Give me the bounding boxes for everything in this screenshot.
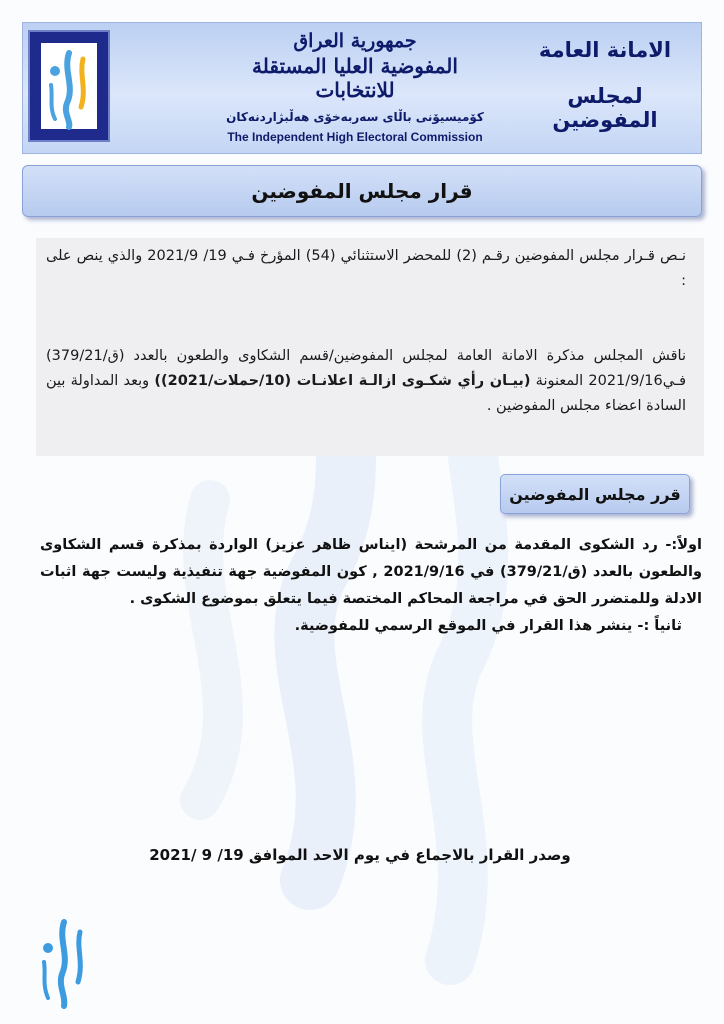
intro-paragraph-2-end: وبعد المداولة بين السادة اعضاء مجلس المفوضين . [46,373,686,414]
secretariat-line-1: الامانة العامة [538,38,672,62]
secretariat-line-2: لمجلس المفوضين [552,84,658,132]
decision-heading-banner [500,474,690,514]
commission-country-title: جمهورية العراق [293,30,417,52]
decision-heading: قرر مجلس المفوضين [509,484,681,504]
intro-paragraph-1: نـص قـرار مجلس المفوضين رقـم (2) للمحضر الاستثنائي (54) المؤرخ فـي 19/ 2021/9 والذي ينص على : [46,248,686,289]
decision-title: قرار مجلس المفوضين [251,179,473,203]
decision-item-second: ثانياً :- ينشر هذا القرار في الموقع الرسمي للمفوضية. [294,618,682,634]
decision-title-banner [22,165,702,217]
commission-logo [28,30,110,142]
commission-name-kurdish: کۆمیسیۆنی باڵای سەربەخۆی هەڵبژاردنەکان [226,110,484,124]
commission-logo-icon [39,41,99,131]
intro-paragraph-2-start: ناقش المجلس مذكرة الامانة العامة لمجلس المفوضين/قسم الشكاوى والطعون بالعدد (ق/379/21) فـي2021/9/16 المعنونة [46,348,686,389]
commission-title-block [210,28,500,150]
corner-logo-icon [36,912,94,1012]
intro-paragraph-2 [46,344,686,419]
intro-paragraph-2-subject: (بيـان رأي شكـوى ازالـة اعلانـات (10/حملات/2021)) [154,373,531,389]
commission-name-english: The Independent High Electoral Commission [227,130,483,144]
commission-name-arabic: المفوضية العليا المستقلة للانتخابات [252,54,458,102]
decision-item-first: اولاً:- رد الشكوى المقدمة من المرشحة (ايناس ظاهر عزيز) الواردة بمذكرة قسم الشكاوى والطعون بالعدد (ق/379/21) في 2021/9/16 , كون المفوضية جهة تنفيذية وليست جهة اثبات الادلة وللمتضرر الحق في مراجعة المحاكم المختصة فيما يتعلق بموضوع الشكوى . [40,537,702,607]
decision-body [40,532,702,640]
secretariat-title [520,38,690,132]
issued-statement: وصدر القرار بالاجماع في يوم الاحد الموافق 19/ 9 /2021 [149,846,571,864]
